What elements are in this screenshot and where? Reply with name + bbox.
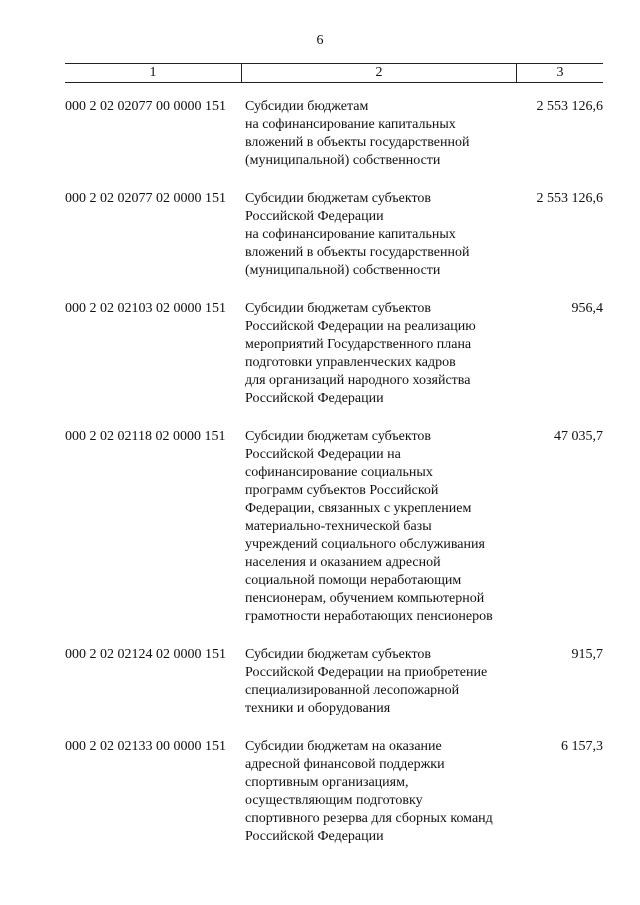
column-header-3: 3 bbox=[556, 65, 564, 80]
table-row bbox=[65, 98, 603, 170]
revenue-name-line: программ субъектов Российской bbox=[245, 483, 439, 498]
budget-code: 000 2 02 02124 02 0000 151 bbox=[65, 647, 226, 662]
revenue-name-line: Российской Федерации bbox=[245, 209, 384, 224]
amount: 47 035,7 bbox=[554, 429, 603, 444]
revenue-name-line: учреждений социального обслуживания bbox=[245, 537, 485, 552]
amount: 2 553 126,6 bbox=[536, 99, 603, 114]
revenue-name-line: вложений в объекты государственной bbox=[245, 245, 470, 260]
revenue-name-line: Российской Федерации bbox=[245, 829, 384, 844]
revenue-name-line: Российской Федерации на реализацию bbox=[245, 319, 476, 334]
revenue-name-line: социальной помощи неработающим bbox=[245, 573, 462, 588]
budget-code: 000 2 02 02077 02 0000 151 bbox=[65, 191, 226, 206]
budget-code: 000 2 02 02103 02 0000 151 bbox=[65, 301, 226, 316]
table-row bbox=[65, 646, 603, 718]
revenue-name-line: техники и оборудования bbox=[245, 701, 391, 716]
revenue-name bbox=[245, 98, 527, 170]
amount: 956,4 bbox=[571, 301, 603, 316]
revenue-name-line: осуществляющим подготовку bbox=[245, 793, 423, 808]
revenue-name-line: Субсидии бюджетам субъектов bbox=[245, 301, 432, 316]
revenue-name-line: мероприятий Государственного плана bbox=[245, 337, 472, 352]
revenue-name bbox=[245, 646, 527, 718]
table-header bbox=[65, 63, 603, 83]
amount: 2 553 126,6 bbox=[536, 191, 603, 206]
table-row bbox=[65, 738, 603, 846]
revenue-name-line: на софинансирование капитальных bbox=[245, 117, 456, 132]
revenue-name-line: спортивного резерва для сборных команд bbox=[245, 811, 493, 826]
revenue-name-line: Субсидии бюджетам на оказание bbox=[245, 739, 442, 754]
revenue-name-line: населения и оказанием адресной bbox=[245, 555, 441, 570]
revenue-name-line: для организаций народного хозяйства bbox=[245, 373, 471, 388]
table-body bbox=[65, 98, 603, 846]
revenue-name-line: Субсидии бюджетам субъектов bbox=[245, 191, 432, 206]
amount: 915,7 bbox=[571, 647, 603, 662]
revenue-name-line: Российской Федерации на приобретение bbox=[245, 665, 488, 680]
revenue-name-line: адресной финансовой поддержки bbox=[245, 757, 445, 772]
column-header-1: 1 bbox=[65, 64, 242, 82]
budget-code: 000 2 02 02133 00 0000 151 bbox=[65, 739, 226, 754]
revenue-name-line: софинансирование социальных bbox=[245, 465, 433, 480]
revenue-name-line: Российской Федерации bbox=[245, 391, 384, 406]
revenue-name-line: подготовки управленческих кадров bbox=[245, 355, 456, 370]
revenue-name-line: материально-технической базы bbox=[245, 519, 432, 534]
revenue-name-line: Субсидии бюджетам субъектов bbox=[245, 647, 432, 662]
revenue-name-line: (муниципальной) собственности bbox=[245, 263, 441, 278]
revenue-name bbox=[245, 428, 527, 626]
page-number: 6 bbox=[316, 33, 324, 48]
table-row bbox=[65, 428, 603, 626]
revenue-name bbox=[245, 300, 527, 408]
budget-code: 000 2 02 02118 02 0000 151 bbox=[65, 429, 226, 444]
revenue-name bbox=[245, 738, 527, 846]
revenue-name-line: Российской Федерации на bbox=[245, 447, 401, 462]
revenue-name-line: пенсионерам, обучением компьютерной bbox=[245, 591, 485, 606]
amount: 6 157,3 bbox=[561, 739, 603, 754]
revenue-name-line: вложений в объекты государственной bbox=[245, 135, 470, 150]
table-row bbox=[65, 190, 603, 280]
revenue-name-line: спортивным организациям, bbox=[245, 775, 409, 790]
revenue-name-line: Субсидии бюджетам субъектов bbox=[245, 429, 432, 444]
revenue-name-line: на софинансирование капитальных bbox=[245, 227, 456, 242]
revenue-name-line: грамотности неработающих пенсионеров bbox=[245, 609, 493, 624]
revenue-name bbox=[245, 190, 527, 280]
revenue-name-line: Федерации, связанных с укреплением bbox=[245, 501, 472, 516]
table-row bbox=[65, 300, 603, 408]
revenue-name-line: Субсидии бюджетам bbox=[245, 99, 369, 114]
budget-code: 000 2 02 02077 00 0000 151 bbox=[65, 99, 226, 114]
revenue-name-line: (муниципальной) собственности bbox=[245, 153, 441, 168]
column-header-2: 2 bbox=[242, 64, 517, 82]
revenue-name-line: специализированной лесопожарной bbox=[245, 683, 460, 698]
